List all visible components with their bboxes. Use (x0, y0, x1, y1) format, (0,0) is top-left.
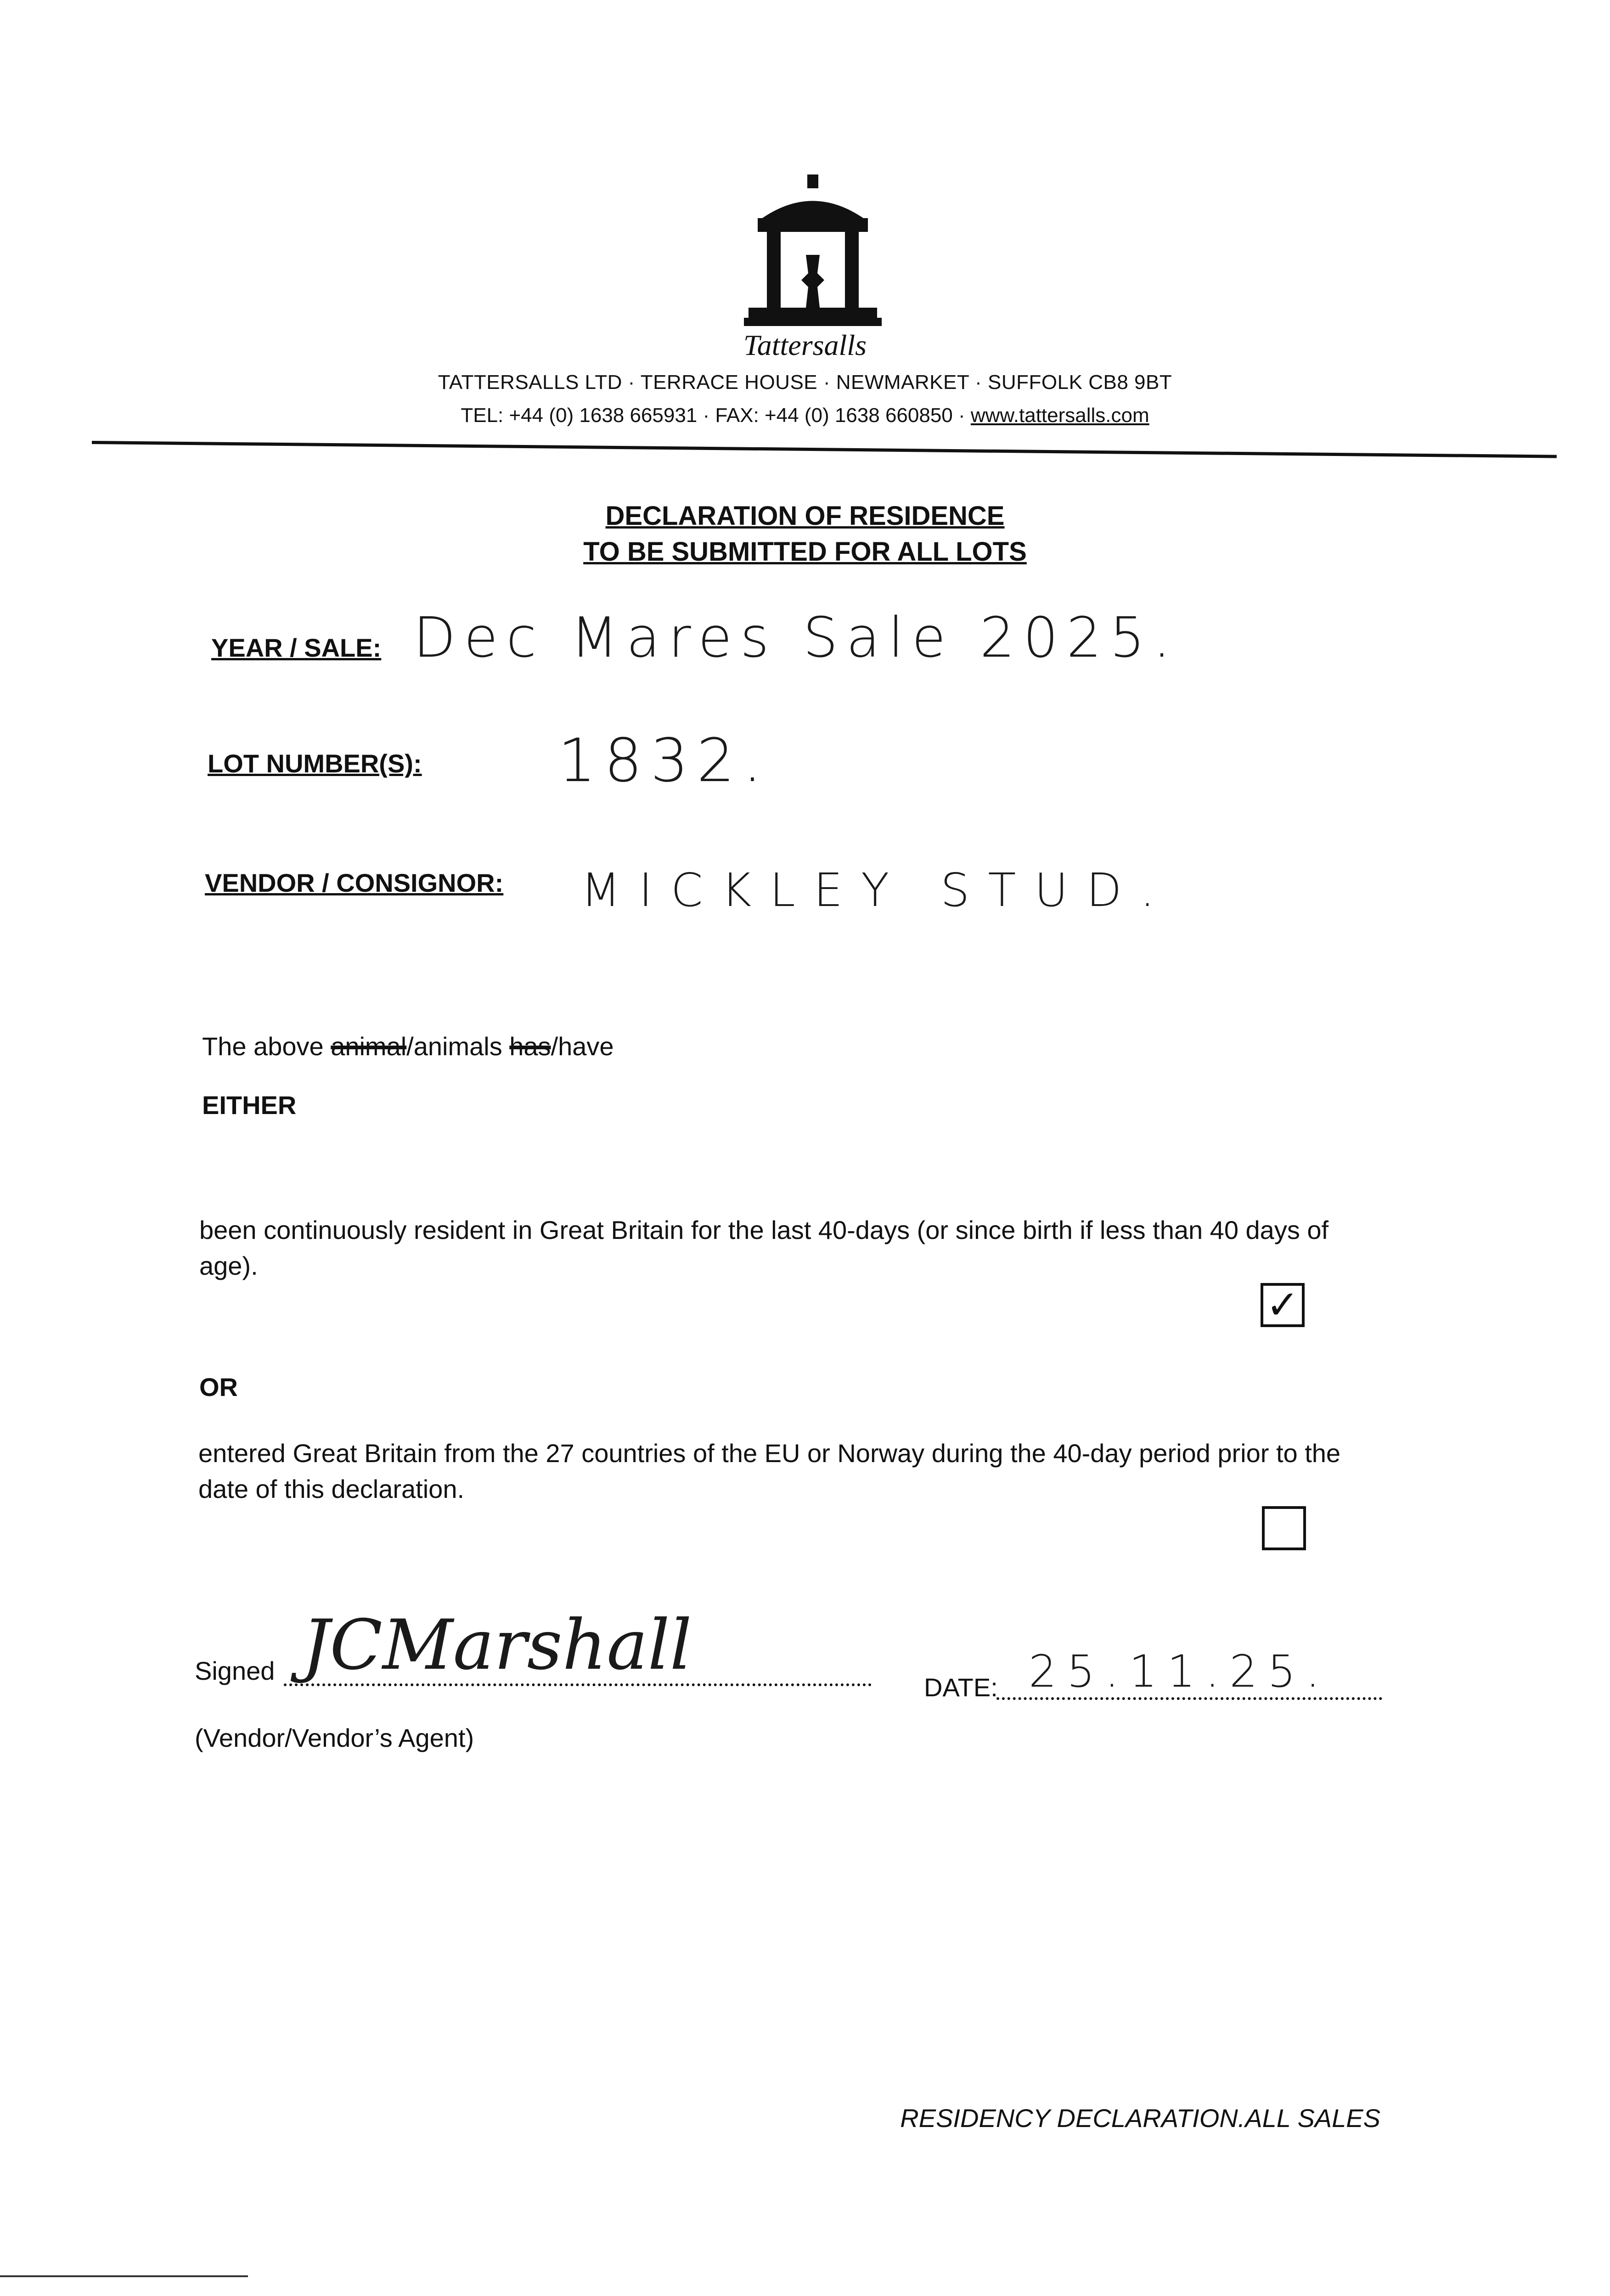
year-sale-label: YEAR / SALE: (211, 633, 382, 662)
vendor-label: VENDOR / CONSIGNOR: (205, 868, 504, 897)
check-mark-icon: ✓ (1266, 1283, 1300, 1327)
date-line[interactable] (996, 1646, 1382, 1700)
or-heading: OR (199, 1373, 238, 1401)
option2-text: entered Great Britain from the 27 countries of the EU or Norway during the 40-day period prior to the date of this declaration. (198, 1439, 1341, 1503)
form-subtitle: TO BE SUBMITTED FOR ALL LOTS (583, 537, 1027, 567)
form-title: DECLARATION OF RESIDENCE (605, 501, 1005, 531)
document-name: RESIDENCY DECLARATION.ALL SALES (900, 2104, 1380, 2133)
statement-mid: /animals (406, 1032, 510, 1061)
animals-statement (202, 1029, 614, 1064)
either-heading: EITHER (202, 1091, 297, 1120)
statement-suffix: /have (551, 1032, 614, 1061)
year-sale-value[interactable]: Dec Mares Sale 2025. (413, 606, 1179, 670)
contact-line (0, 404, 1610, 427)
vendor-value[interactable]: MICKLEY STUD. (581, 863, 1173, 917)
date-value: 25.11.25. (1029, 1646, 1330, 1697)
tattersalls-logo-icon (744, 174, 882, 331)
lot-number-value[interactable]: 1832. (558, 726, 771, 795)
website-link[interactable]: www.tattersalls.com (970, 404, 1149, 427)
company-address: TATTERSALLS LTD · TERRACE HOUSE · NEWMARKET · SUFFOLK CB8 9BT (438, 371, 1172, 394)
signature-line[interactable] (284, 1605, 872, 1686)
date-label: DATE: (924, 1673, 998, 1702)
scan-edge-line (0, 2275, 248, 2277)
phone-fax: TEL: +44 (0) 1638 665931 · FAX: +44 (0) 1638 660850 · (461, 404, 971, 427)
signed-label: Signed (195, 1656, 275, 1685)
statement-prefix: The above (202, 1032, 331, 1061)
struck-animal: animal (331, 1032, 407, 1061)
signature-image: JCMarshall (302, 1605, 692, 1685)
option1-text: been continuously resident in Great Britain for the last 40-days (or since birth if less than 40 days of age). (199, 1216, 1329, 1280)
brand-name: Tattersalls (743, 329, 867, 361)
signer-role: (Vendor/Vendor’s Agent) (195, 1723, 474, 1752)
option1-checkbox[interactable] (1261, 1283, 1305, 1327)
option2-checkbox[interactable] (1262, 1506, 1306, 1550)
lot-number-label: LOT NUMBER(S): (208, 749, 422, 778)
struck-has: has (509, 1032, 551, 1061)
header-divider (92, 441, 1557, 458)
